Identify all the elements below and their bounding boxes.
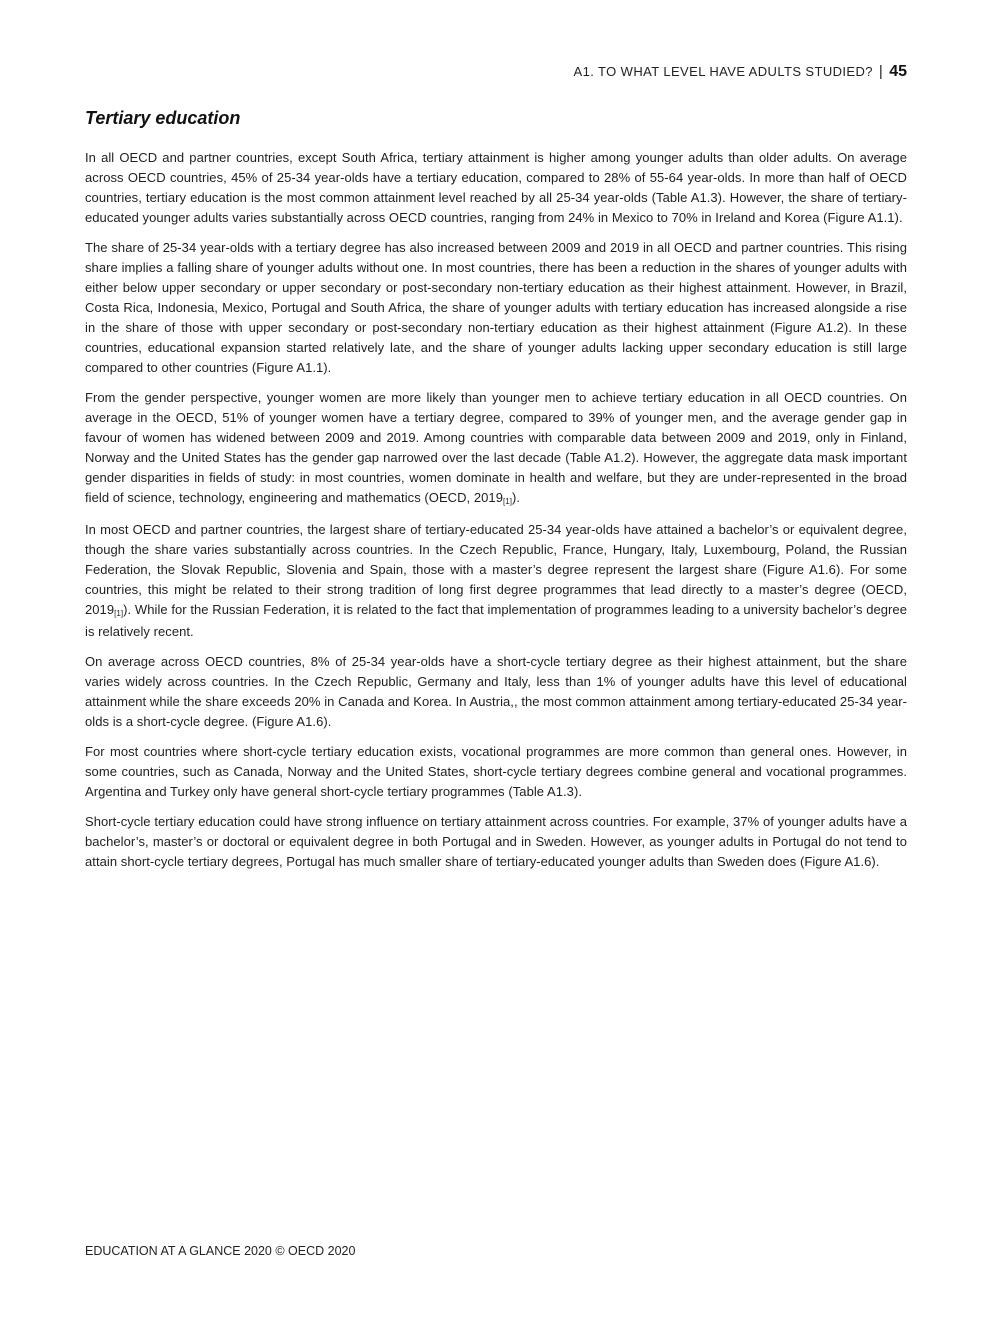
paragraph-7: Short-cycle tertiary education could have strong influence on tertiary attainment across countries. For example, 37% of younger adults have a bachelor’s, master’s or doctoral or equivalent degree in both Portugal and in Sweden. However, as younger adults in Portugal do not tend to attain short-cycle tertiary degrees, Portugal has much smaller share of tertiary-educated younger adults than Sweden does (Figure A1.6). [85, 814, 907, 869]
chapter-title: A1. TO WHAT LEVEL HAVE ADULTS STUDIED? [573, 64, 873, 79]
main-content [85, 108, 907, 882]
paragraph-5: On average across OECD countries, 8% of 25-34 year-olds have a short-cycle tertiary degree as their highest attainment, but the share varies widely across countries. In the Czech Republic, Germany and Italy, less than 1% of younger adults have this level of educational attainment while the share exceeds 20% in Canada and Korea. In Austria,, the most common attainment among tertiary-educated 25-34 year-olds is a short-cycle degree. (Figure A1.6). [85, 654, 907, 729]
citation-ref: [1] [503, 497, 513, 506]
citation-ref: [1] [114, 609, 124, 618]
running-header [574, 63, 907, 81]
section-title: Tertiary education [85, 108, 241, 128]
paragraph-2: The share of 25-34 year-olds with a tertiary degree has also increased between 2009 and 2019 in all OECD and partner countries. This rising share implies a falling share of younger adults without one. In most countries, there has been a reduction in the shares of younger adults with either below upper secondary or upper secondary or post-secondary non-tertiary education as their highest attainment. However, in Brazil, Costa Rica, Indonesia, Mexico, Portugal and South Africa, the share of younger adults with tertiary education has increased alongside a rise in the share of those with upper secondary or post-secondary non-tertiary education as their highest attainment (Figure A1.2). In these countries, educational expansion started relatively late, and the share of younger adults lacking upper secondary education is still large compared to other countries (Figure A1.1). [85, 240, 907, 375]
paragraph-3-text-a: From the gender perspective, younger women are more likely than younger men to achieve tertiary education in all OECD countries. On average in the OECD, 51% of younger women have a tertiary degree, compared to 39% of younger men, and the average gender gap in favour of women has widened between 2009 and 2019. Among countries with comparable data between 2009 and 2019, only in Finland, Norway and the United States has the gender gap narrowed over the last decade (Table A1.2). However, the aggregate data mask important gender disparities in fields of study: in most countries, women dominate in health and welfare, but they are under-represented in the broad field of science, technology, engineering and mathematics (OECD, 2019 [85, 390, 907, 505]
paragraph-4-text-a: In most OECD and partner countries, the largest share of tertiary-educated 25-34 year-olds have attained a bachelor’s or equivalent degree, though the share varies substantially across countries. In the Czech Republic, France, Hungary, Italy, Luxembourg, Poland, the Russian Federation, the Slovak Republic, Slovenia and Spain, those with a master’s degree represent the largest share (Figure A1.6). For some countries, this might be related to their strong tradition of long first degree programmes that lead directly to a master’s degree (OECD, 2019 [85, 522, 907, 617]
paragraph-4-text-b: ). While for the Russian Federation, it is related to the fact that implementation of programmes leading to a university bachelor’s degree is relatively recent. [85, 602, 907, 639]
header-separator: | [878, 63, 884, 80]
paragraph-3 [85, 388, 907, 510]
paragraph-6: For most countries where short-cycle tertiary education exists, vocational programmes are more common than general ones. However, in some countries, such as Canada, Norway and the United States, short-cycle tertiary degrees combine general and vocational programmes. Argentina and Turkey only have general short-cycle tertiary programmes (Table A1.3). [85, 744, 907, 799]
paragraph-4 [85, 520, 907, 642]
paragraph-1: In all OECD and partner countries, except South Africa, tertiary attainment is higher among younger adults than older adults. On average across OECD countries, 45% of 25-34 year-olds have a tertiary education, compared to 28% of 55-64 year-olds. In more than half of OECD countries, tertiary education is the most common attainment level reached by all 25-34 year-olds (Table A1.3). However, the share of tertiary-educated younger adults varies substantially across OECD countries, ranging from 24% in Mexico to 70% in Ireland and Korea (Figure A1.1). [85, 150, 907, 225]
paragraph-3-text-b: ). [512, 490, 521, 505]
page-number: 45 [889, 63, 907, 80]
page-footer: EDUCATION AT A GLANCE 2020 © OECD 2020 [85, 1244, 356, 1258]
